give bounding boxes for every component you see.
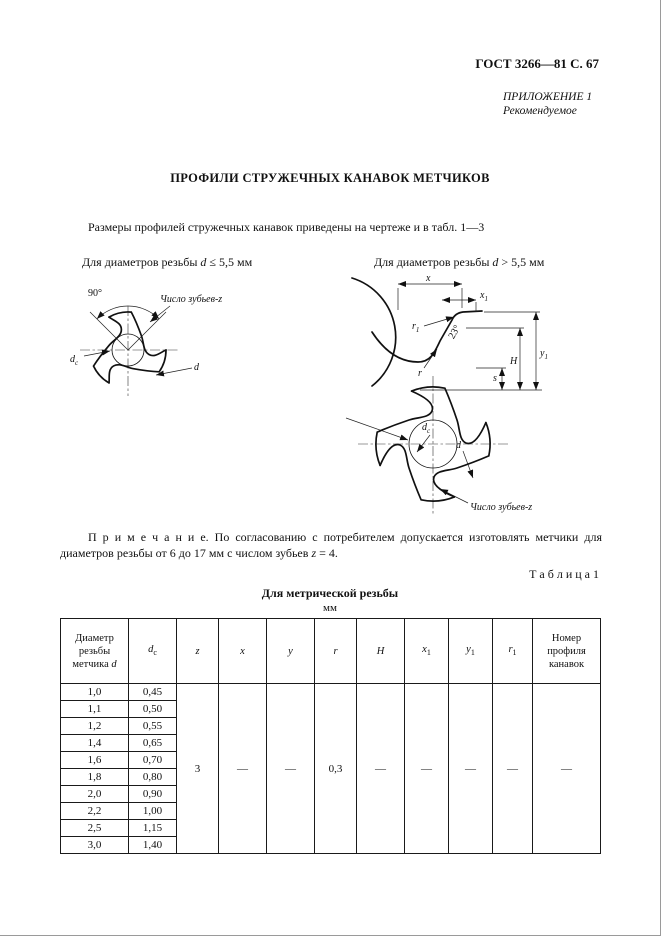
dim-x-label: x <box>426 273 431 284</box>
table-cell-z: 3 <box>177 684 219 854</box>
col-header-r: r <box>315 619 357 684</box>
table-cell: 1,40 <box>129 837 177 854</box>
table-cell: 0,50 <box>129 701 177 718</box>
teeth-count-label: Число зубьев-z <box>470 502 533 513</box>
table-cell-y: — <box>267 684 315 854</box>
table-cell: 1,2 <box>61 718 129 735</box>
table-cell: 2,2 <box>61 803 129 820</box>
table-cell: 0,80 <box>129 769 177 786</box>
caption-var: d <box>492 255 499 269</box>
angle-label: 90° <box>88 288 102 299</box>
note-label: П р и м е ч а н и е. <box>88 530 209 544</box>
table-cell-x: — <box>219 684 267 854</box>
table-cell: 1,6 <box>61 752 129 769</box>
dim-angle-label: 23° <box>446 323 464 341</box>
table-cell: 0,55 <box>129 718 177 735</box>
dim-r-label: r <box>418 368 422 379</box>
intro-text: Размеры профилей стружечных канавок приведены на чертеже и в табл. 1—3 <box>88 220 485 234</box>
table-cell: 1,4 <box>61 735 129 752</box>
col-header-H: H <box>357 619 405 684</box>
col-header-dc: $d_c$ <box>129 619 177 684</box>
teeth-count-label: Число зубьев-z <box>160 294 223 305</box>
dim-r1-label: $r_1$ <box>412 321 420 334</box>
dim-s-label: s <box>493 373 497 384</box>
table-cell: 2,0 <box>61 786 129 803</box>
table-cell: 1,00 <box>129 803 177 820</box>
note-tail: = 4. <box>316 545 338 560</box>
doc-ref: ГОСТ 3266—81 С. 67 <box>475 56 599 71</box>
figure-caption-left <box>82 255 252 270</box>
leader-lines <box>84 306 192 375</box>
note-body: По согласованию с потребителем допускается изготовлять метчики для диаметров резьбы от 6 до 17 мм с числом зубьев <box>60 530 602 560</box>
dim-x1-label: $x_1$ <box>480 290 488 303</box>
table-cell: 1,1 <box>61 701 129 718</box>
col-header-d: Диаметр резьбы метчика d <box>61 619 129 684</box>
dc-label: $d_c$ <box>70 354 79 367</box>
caption-var: d <box>200 255 207 269</box>
table-cell: 0,65 <box>129 735 177 752</box>
centerlines <box>358 376 510 514</box>
table-cell-r: 0,3 <box>315 684 357 854</box>
col-header-profile: Номер профиля канавок <box>533 619 601 684</box>
table-cell: 3,0 <box>61 837 129 854</box>
table-cell: 1,8 <box>61 769 129 786</box>
table-cell: 1,0 <box>61 684 129 701</box>
col-header-r1: $r_1$ <box>493 619 533 684</box>
table-cell-x1: — <box>405 684 449 854</box>
table-cell: 2,5 <box>61 820 129 837</box>
table-cell-r1: — <box>493 684 533 854</box>
table-cell-H: — <box>357 684 405 854</box>
table-row <box>61 684 601 701</box>
table-cell-y1: — <box>449 684 493 854</box>
d-label: d <box>456 440 461 451</box>
col-header-x: x <box>219 619 267 684</box>
note <box>60 530 602 561</box>
col-header-x1: $x_1$ <box>405 619 449 684</box>
col-header-z: z <box>177 619 219 684</box>
page-title: ПРОФИЛИ СТРУЖЕЧНЫХ КАНАВОК МЕТЧИКОВ <box>170 171 490 185</box>
table-cell: 0,70 <box>129 752 177 769</box>
table-cell: 0,45 <box>129 684 177 701</box>
caption-text: Для диаметров резьбы <box>374 255 490 269</box>
table-ref: Т а б л и ц а 1 <box>529 567 599 581</box>
note-var: z <box>311 545 317 560</box>
col-header-y1: $y_1$ <box>449 619 493 684</box>
table-cell-profile: — <box>533 684 601 854</box>
d-label: d <box>194 362 199 373</box>
annex-label: ПРИЛОЖЕНИЕ 1 <box>503 91 593 103</box>
table-title: Для метрической резьбы <box>261 586 399 600</box>
caption-text: ≤ 5,5 мм <box>209 255 253 269</box>
tap-outline-3-flute <box>76 312 170 402</box>
annex-block <box>503 90 592 118</box>
caption-text: Для диаметров резьбы <box>82 255 198 269</box>
figure-caption-right <box>374 255 544 270</box>
dim-y1-label: $y_1$ <box>540 348 548 361</box>
spec-table <box>60 618 601 854</box>
units-label: мм <box>323 602 337 614</box>
annex-kind: Рекомендуемое <box>503 105 577 117</box>
dc-label: $d_c$ <box>422 422 431 435</box>
table-cell: 1,15 <box>129 820 177 837</box>
caption-text: > 5,5 мм <box>501 255 545 269</box>
col-header-y: y <box>267 619 315 684</box>
table-cell: 0,90 <box>129 786 177 803</box>
dim-H-label: H <box>510 356 518 367</box>
table-header-row <box>61 619 601 684</box>
figure-right-tap-section <box>330 272 560 520</box>
figure-left-tap-section <box>66 276 241 408</box>
